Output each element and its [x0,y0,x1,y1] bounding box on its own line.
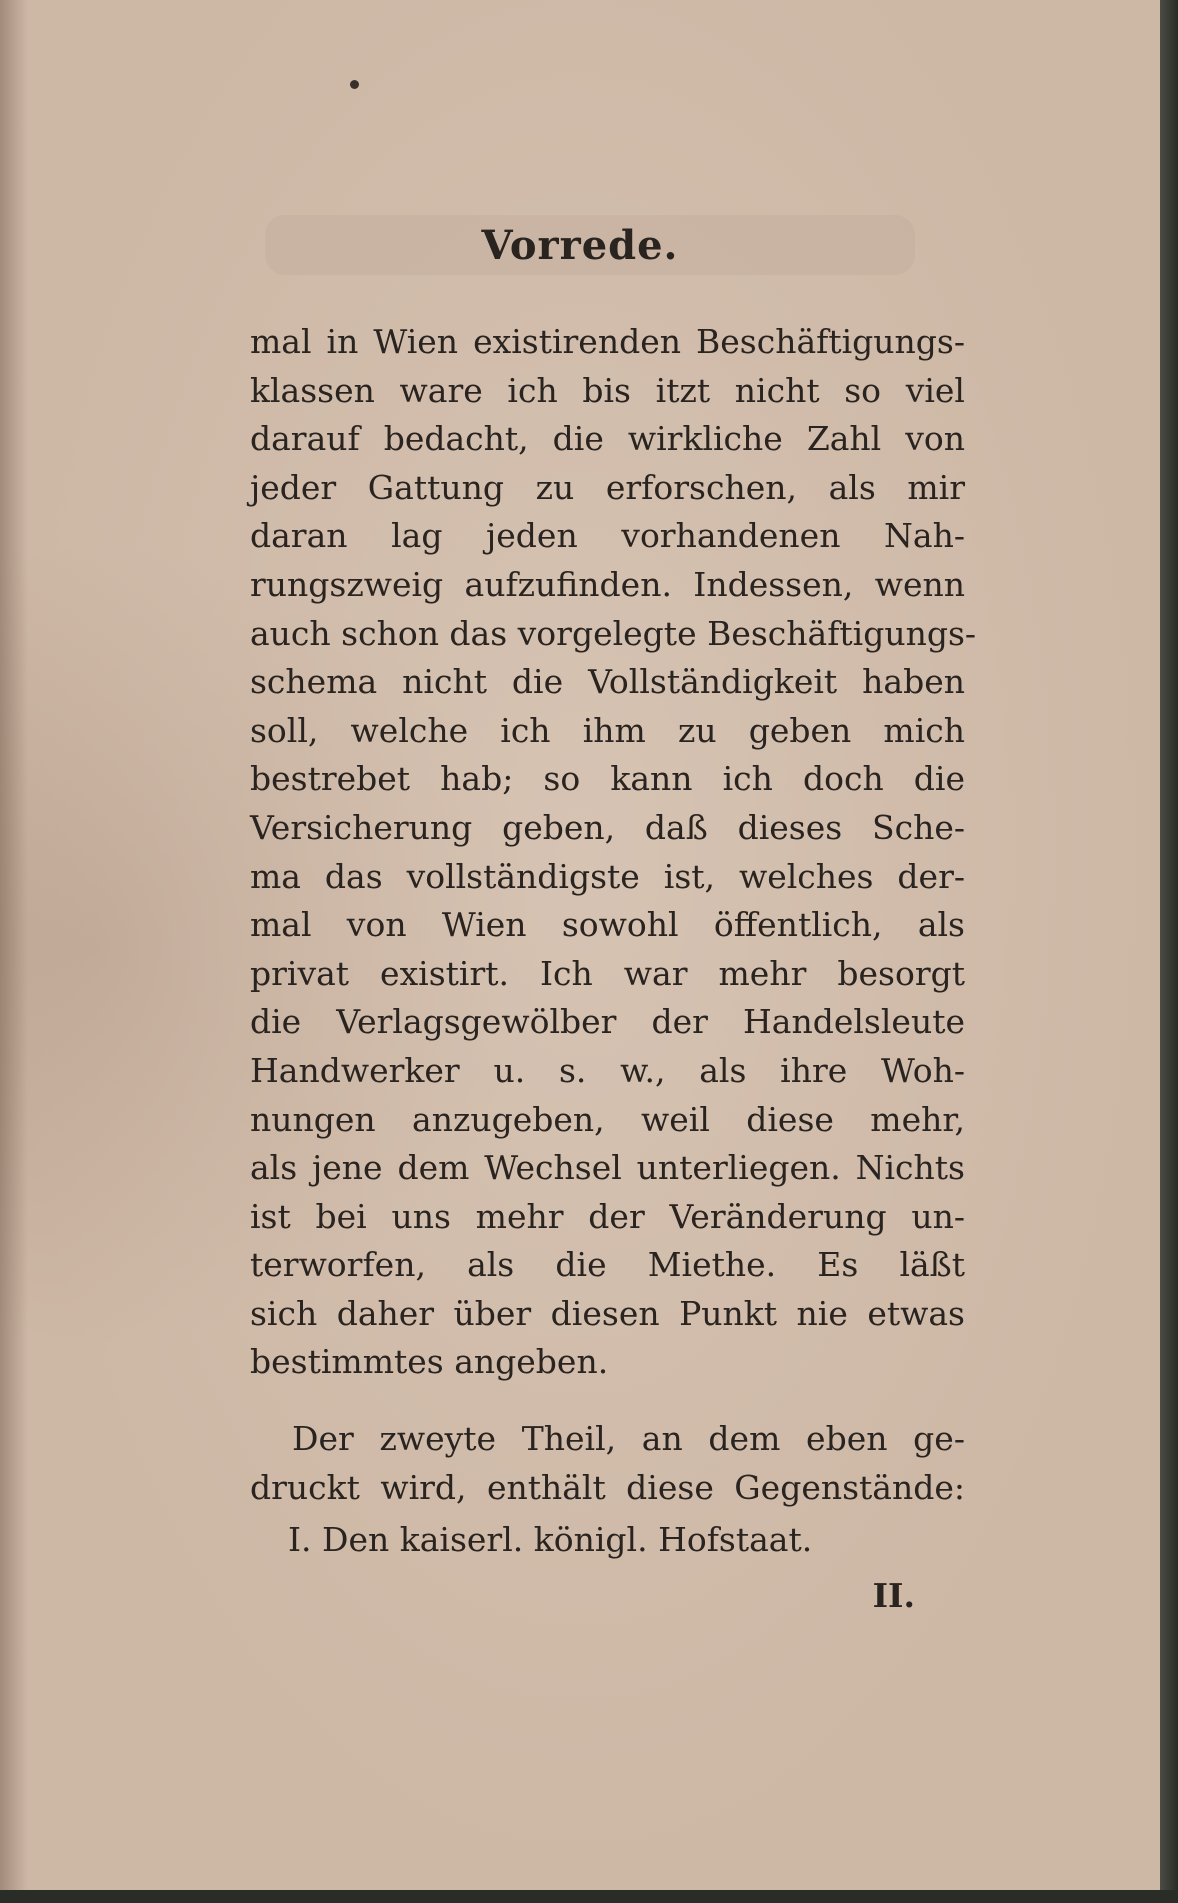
text-line: als jene dem Wechsel unterliegen. Nichts [250,1148,965,1188]
text-line: Versicherung geben, daß dieses Sche- [250,807,965,847]
text-line: mal von Wien sowohl öffentlich, als [250,905,965,945]
text-line: rungszweig aufzufinden. Indessen, wenn [250,564,965,604]
text-line: ist bei uns mehr der Veränderung un- [250,1196,965,1236]
paragraph-gap [250,1387,965,1415]
text-line: sich daher über diesen Punkt nie etwas [250,1293,965,1333]
text-line: auch schon das vorgelegte Beschäftigungs- [250,613,977,653]
text-line: Der zweyte Theil, an dem eben ge- [292,1419,965,1459]
running-head: Vorrede. [481,222,679,269]
text-line: mal in Wien existirenden Beschäftigungs- [250,322,965,361]
text-line: daran lag jeden vorhandenen Nah- [250,516,965,556]
text-line: privat existirt. Ich war mehr besorgt [250,953,965,993]
list-item: I. Den kaiserl. königl. Hofstaat. [288,1520,813,1560]
text-line: die Verlagsgewölber der Handelsleute [250,1002,965,1042]
ink-mark [350,80,359,89]
text-line: ma das vollständigste ist, welches der- [250,856,965,896]
cover-edge [1160,0,1178,1903]
text-line: schema nicht die Vollständigkeit haben [250,662,965,702]
text-line: terworfen, als die Miethe. Es läßt [250,1245,965,1285]
text-line: bestrebet hab; so kann ich doch die [250,759,965,799]
text-line: jeder Gattung zu erforschen, als mir [250,467,965,507]
text-line: soll, welche ich ihm zu geben mich [250,710,965,750]
page-body [250,318,977,1624]
spine-shadow [0,0,28,1890]
text-line: bestimmtes angeben. [250,1342,609,1382]
text-line: nungen anzugeben, weil diese mehr, [250,1099,965,1139]
text-line: klassen ware ich bis itzt nicht so viel [250,370,965,410]
cover-edge-bottom [0,1890,1178,1903]
catchword: II. [872,1576,915,1616]
text-line: darauf bedacht, die wirkliche Zahl von [250,419,965,459]
text-line: druckt wird, enthält diese Gegenstände: [250,1467,965,1507]
text-line: Handwerker u. s. w., als ihre Woh- [250,1050,965,1090]
